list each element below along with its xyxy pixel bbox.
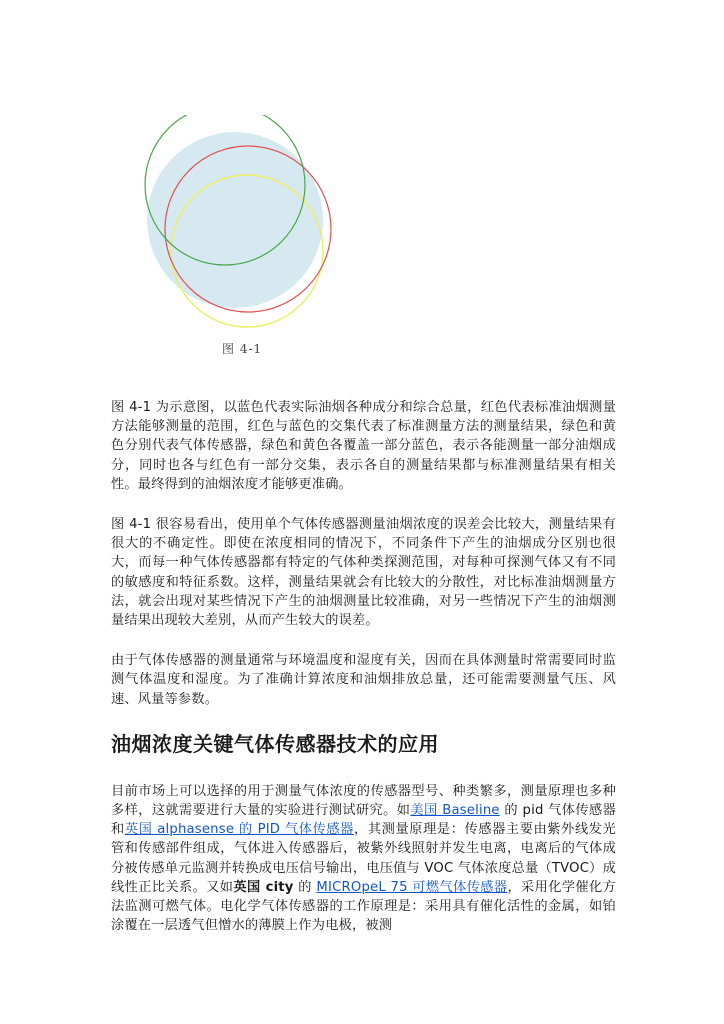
p4-text-3: ，其测量原理是：传感器主要由紫外线发光管和传感部件组成，气体进入传感器后，被紫外线照射并发生电离，电离后的气体成分被传感单元监测并转换成电压信号输出，电压值与 VOC 气体浓度总量（TVOC）成线性正比关系。又如 bbox=[111, 822, 616, 895]
paragraph-sensor-applications bbox=[111, 782, 616, 936]
section-heading: 油烟浓度关键气体传感器技术的应用 bbox=[111, 731, 439, 756]
p4-bold-city: 英国 city bbox=[233, 879, 294, 895]
venn-figure bbox=[140, 115, 340, 360]
figure-caption: 图 4-1 bbox=[222, 342, 263, 356]
article-body bbox=[111, 398, 616, 956]
paragraph-environment: 由于气体传感器的测量通常与环境温度和湿度有关，因而在具体测量时常需要同时监测气体温度和湿度。为了准确计算浓度和油烟排放总量，还可能需要测量气压、风速、风量等参数。 bbox=[111, 653, 616, 707]
link-baseline[interactable]: 美国 Baseline bbox=[410, 803, 500, 819]
link-alphasense[interactable]: 英国 alphasense 的 PID 气体传感器 bbox=[124, 822, 355, 838]
p4-text-2: 的 pid 气体传感器和 bbox=[111, 803, 616, 838]
p4-text-5: ，采用化学催化方法监测可燃气体。电化学气体传感器的工作原理是：采用具有催化活性的金属，如铂涂覆在一层透气但憎水的薄膜上作为电极，被测 bbox=[111, 879, 616, 934]
venn-diagram bbox=[140, 115, 340, 360]
p4-text-1: 目前市场上可以选择的用于测量气体浓度的传感器型号、种类繁多，测量原理也多种多样，这就需要进行大量的实验进行测试研究。如 bbox=[111, 783, 616, 819]
paragraph-error-analysis: 图 4-1 很容易看出，使用单个气体传感器测量油烟浓度的误差会比较大，测量结果有很大的不确定性。即使在浓度相同的情况下，不同条件下产生的油烟成分区别也很大，而每一种气体传感器都有特定的气体种类探测范围，对每种可探测气体又有不同的敏感度和特征系数。这样，测量结果就会有比较大的分散性，对比标准油烟测量方法，就会出现对某些情况下产生的油烟测量比较准确，对另一些情况下产生的油烟测量结果出现较大差别，从而产生较大的误差。 bbox=[111, 517, 616, 629]
link-micropel[interactable]: MICROpeL 75 可燃气体传感器 bbox=[316, 879, 508, 895]
p4-text-4: 的 bbox=[293, 879, 317, 895]
paragraph-figure-description: 图 4-1 为示意图，以蓝色代表实际油烟各种成分和综合总量，红色代表标准油烟测量方法能够测量的范围，红色与蓝色的交集代表了标准测量方法的测量结果，绿色和黄色分别代表气体传感器，绿色和黄色各覆盖一部分蓝色，表示各能测量一部分油烟成分，同时也各与红色有一部分交集，表示各自的测量结果都与标准测量结果有相关性。最终得到的油烟浓度才能够更准确。 bbox=[111, 400, 616, 492]
